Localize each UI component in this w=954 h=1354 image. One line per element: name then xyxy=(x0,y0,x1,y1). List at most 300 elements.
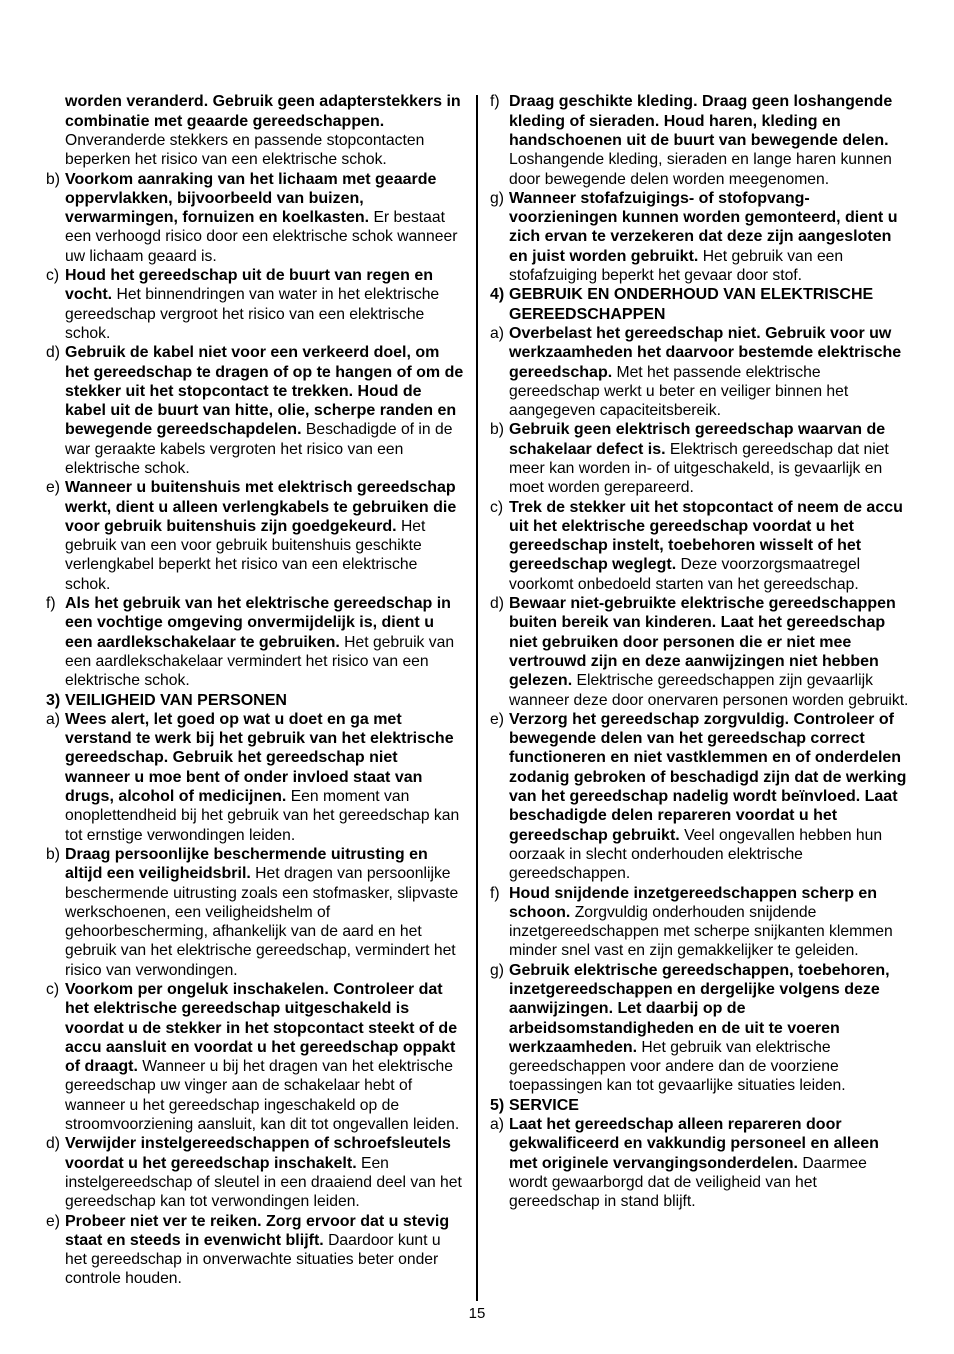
section-number: 4) xyxy=(490,286,505,304)
body-text: een verhoogd risico door een elektrische schok wanneer xyxy=(65,228,458,246)
body-text: het gereedschap in onverwachte situaties beter onder xyxy=(65,1251,439,1269)
body-text: Met het passende elektrische xyxy=(612,363,821,381)
body-text: gereedschap werkt u beter en veiliger binnen het xyxy=(509,382,849,400)
text-line xyxy=(490,92,940,111)
item-label: f) xyxy=(490,884,500,902)
item-label: e) xyxy=(46,1212,60,1230)
text-line xyxy=(46,440,471,459)
bold-text: inzetgereedschappen en dergelijke volgens deze xyxy=(509,981,880,998)
list-item xyxy=(46,266,471,343)
text-line xyxy=(490,980,940,999)
body-text: gehoorbescherming, afhankelijk van de aard en het xyxy=(65,923,422,941)
item-label: a) xyxy=(46,710,60,728)
bold-text: staat en steeds in evenwicht blijft. xyxy=(65,1231,324,1249)
bold-text: zich ervan te verzekeren dat deze zijn aangesloten xyxy=(509,228,892,246)
list-item xyxy=(490,1115,940,1211)
text-line xyxy=(46,1173,471,1192)
bold-text: Verwijder instelgereedschappen of schroefsleutels xyxy=(65,1135,451,1153)
item-label: c) xyxy=(46,981,60,998)
bold-text: combinatie met geaarde gereedschappen. xyxy=(65,112,385,130)
bold-text: vocht. xyxy=(65,286,113,304)
list-item xyxy=(46,845,471,980)
bold-text: het elektrische gereedschap uitgeschakeld is xyxy=(65,1000,410,1018)
bold-text: gereedschap gebruikt. xyxy=(509,826,680,844)
body-text: elektrische schok. xyxy=(65,672,190,690)
column-divider xyxy=(476,95,478,1301)
bold-text: voordat u de stekker in het stopcontact steekt of de xyxy=(65,1019,458,1037)
text-line xyxy=(46,459,471,478)
text-line xyxy=(490,131,940,150)
bold-text: Voorkom aanraking van het lichaam met geaarde xyxy=(65,170,437,188)
item-label: d) xyxy=(46,344,60,362)
body-text: gereedschap vergroot het risico van een elektrische xyxy=(65,305,425,323)
section-heading xyxy=(490,285,940,324)
text-line xyxy=(46,999,471,1018)
text-line xyxy=(490,285,940,304)
bold-text: Als het gebruik van het elektrische gereedschap in xyxy=(65,595,451,613)
body-text: Elektrische gereedschappen zijn gevaarlijk xyxy=(572,672,873,690)
bold-text: stekker uit het stopcontact te trekken. Houd de xyxy=(65,382,422,400)
body-text: onoplettendheid bij het gebruik van het gereedschap kan xyxy=(65,807,460,825)
text-line xyxy=(490,170,940,189)
text-line xyxy=(46,1115,471,1134)
text-line xyxy=(46,1057,471,1076)
bold-text: Gebruik de kabel niet voor een verkeerd doel, om xyxy=(65,344,440,362)
body-text: minder snel vast en zijn gemakkelijker te geleiden. xyxy=(509,942,859,960)
body-text: beschermende uitrusting zoals een stofmasker, slipvaste xyxy=(65,884,459,902)
text-line xyxy=(490,941,940,960)
section-heading xyxy=(46,691,471,710)
page-number: 15 xyxy=(468,1305,486,1322)
bold-text: Houd het gereedschap uit de buurt van regen en xyxy=(65,267,434,285)
text-line xyxy=(490,1192,940,1211)
item-label: g) xyxy=(490,189,504,207)
body-text: Loshangende kleding, sieraden en lange haren kunnen xyxy=(509,151,892,169)
bold-text: niet gebruiken door personen die er niet mee xyxy=(509,633,852,651)
text-line xyxy=(46,131,471,150)
text-line xyxy=(46,498,471,517)
body-text: Een xyxy=(356,1154,389,1172)
list-item xyxy=(46,710,471,845)
list-item xyxy=(490,92,940,188)
bold-text: Draag geschikte kleding. Draag geen loshangende xyxy=(509,93,893,111)
bold-text: Gebruik geen elektrisch gereedschap waarvan de xyxy=(509,421,886,439)
bold-text: werkt, dient u alleen verlengkabels te gebruiken die xyxy=(65,498,457,516)
text-line xyxy=(46,961,471,980)
text-line xyxy=(46,420,471,439)
body-text: verlengkabel beperkt het risico van een elektrische xyxy=(65,556,418,574)
bold-text: Bewaar niet-gebruikte elektrische gereedschappen xyxy=(509,595,896,613)
text-line xyxy=(490,266,940,285)
text-line xyxy=(490,343,940,362)
bold-text: voorzieningen kunnen worden gemonteerd, dient u xyxy=(509,209,898,227)
body-text: tot ernstige verwondingen leiden. xyxy=(65,826,296,844)
text-line xyxy=(490,884,940,903)
bold-text: een aardlekschakelaar te gebruiken. xyxy=(65,633,340,651)
bold-text: Wees alert, let goed op wat u doet en ga met xyxy=(65,710,402,728)
item-label: b) xyxy=(490,421,504,439)
text-line xyxy=(490,401,940,420)
bold-text: gelezen. xyxy=(509,672,573,690)
bold-text: Verzorg het gereedschap zorgvuldig. Controleer of xyxy=(509,710,894,728)
text-line xyxy=(490,633,940,652)
text-line xyxy=(490,382,940,401)
text-line xyxy=(46,613,471,632)
text-line xyxy=(490,1154,940,1173)
list-item xyxy=(46,92,471,169)
list-item xyxy=(490,594,940,710)
text-line xyxy=(46,170,471,189)
item-label: c) xyxy=(46,267,60,285)
list-item xyxy=(46,594,471,690)
body-text: gereedschappen. xyxy=(509,865,631,883)
text-line xyxy=(46,1192,471,1211)
section-number: 3) xyxy=(46,691,61,709)
body-text: risico van verwondingen. xyxy=(65,961,238,979)
text-line xyxy=(490,864,940,883)
bold-text: uit het elektrische gereedschap voordat u het xyxy=(509,517,854,535)
list-item xyxy=(46,1212,471,1289)
text-line xyxy=(46,691,471,710)
bold-text: Trek de stekker uit het stopcontact of neem de accu xyxy=(509,498,903,516)
bold-text: Houd snijdende inzetgereedschappen scherp en xyxy=(509,884,878,902)
text-line xyxy=(46,748,471,767)
bold-text: gereedschap weglegt. xyxy=(509,556,677,574)
bold-text: werkzaamheden het daarvoor bestemde elektrische xyxy=(509,344,902,362)
list-item xyxy=(490,498,940,594)
list-item xyxy=(490,420,940,497)
body-text: gereedschappen voor andere dan de voorziene xyxy=(509,1058,839,1076)
text-line xyxy=(490,575,940,594)
text-line xyxy=(46,826,471,845)
list-item xyxy=(490,884,940,961)
item-label: c) xyxy=(490,498,504,516)
list-item xyxy=(490,324,940,420)
text-line xyxy=(46,536,471,555)
bold-text: functioneren en niet vastklemmen en of onderdelen xyxy=(509,749,902,767)
body-text: stroomvoorziening aansluit, kan dit tot ongevallen leiden. xyxy=(65,1116,460,1134)
text-line xyxy=(46,247,471,266)
body-text: gereedschap uw vinger aan de schakelaar hebt of xyxy=(65,1077,413,1095)
text-line xyxy=(46,575,471,594)
text-line xyxy=(46,1154,471,1173)
text-line xyxy=(490,671,940,690)
item-label: d) xyxy=(46,1135,60,1153)
item-label: b) xyxy=(46,845,60,863)
body-text: meer kan worden in- of uitgeschakeld, is gevaarlijk en xyxy=(509,459,883,477)
bold-text: werkzaamheden. xyxy=(509,1038,638,1056)
text-line xyxy=(490,710,940,729)
text-line xyxy=(490,440,940,459)
list-item xyxy=(46,1134,471,1211)
bold-text: van het gereedschap nadelig wordt beïnvloed. Laat xyxy=(509,788,898,806)
text-line xyxy=(490,363,940,382)
bold-text: een vochtige omgeving onvermijdelijk is, dient u xyxy=(65,614,434,632)
text-line xyxy=(46,903,471,922)
text-line xyxy=(490,150,940,169)
section-heading xyxy=(490,1096,940,1115)
text-line xyxy=(46,1134,471,1153)
bold-text: voordat u het gereedschap inschakelt. xyxy=(65,1154,357,1172)
text-line xyxy=(490,1134,940,1153)
text-line xyxy=(46,768,471,787)
text-line xyxy=(46,922,471,941)
item-label: f) xyxy=(490,93,500,111)
text-line xyxy=(46,208,471,227)
text-line xyxy=(46,382,471,401)
bold-text: bewegende delen van het gereedschap correct xyxy=(509,730,865,748)
text-line xyxy=(46,189,471,208)
text-line xyxy=(490,1019,940,1038)
bold-text: schakelaar defect is. xyxy=(509,440,666,458)
body-text: elektrische schok. xyxy=(65,459,190,477)
text-line xyxy=(46,980,471,999)
text-line xyxy=(46,1038,471,1057)
item-label: a) xyxy=(490,1116,504,1134)
bold-text: vertrouwd zijn en deze aanwijzingen niet hebben xyxy=(509,652,879,670)
body-text: Veel ongevallen hebben hun xyxy=(679,826,883,844)
text-line xyxy=(46,363,471,382)
bold-text: worden veranderd. Gebruik geen adapterstekkers in xyxy=(65,93,461,111)
body-text: Zorgvuldig onderhouden snijdende xyxy=(570,903,817,921)
bold-text: aanwijzingen. Let daarbij op de xyxy=(509,1000,746,1018)
text-line xyxy=(490,459,940,478)
text-line xyxy=(46,884,471,903)
bold-text: SERVICE xyxy=(509,1096,579,1114)
bold-text: schoon. xyxy=(509,903,571,921)
body-text: gebruik van een voor gebruik buitenshuis geschikte xyxy=(65,537,422,555)
text-line xyxy=(490,845,940,864)
text-line xyxy=(46,112,471,131)
text-line xyxy=(46,227,471,246)
bold-text: Laat het gereedschap alleen repareren door xyxy=(509,1116,842,1134)
bold-text: gereedschap. Gebruik het gereedschap niet xyxy=(65,749,398,767)
text-line xyxy=(46,478,471,497)
body-text: controle houden. xyxy=(65,1270,182,1288)
list-item xyxy=(46,478,471,594)
text-line xyxy=(46,305,471,324)
left-column xyxy=(46,92,471,1288)
text-line xyxy=(490,1076,940,1095)
text-line xyxy=(46,941,471,960)
body-text: stofafzuiging beperkt het gevaar door stof. xyxy=(509,267,803,285)
body-text: Beschadigde of in de xyxy=(301,421,453,439)
body-text: Een moment van xyxy=(286,788,410,806)
bold-text: gereedschap. xyxy=(509,363,613,381)
list-item xyxy=(490,961,940,1096)
text-line xyxy=(490,594,940,613)
item-label: b) xyxy=(46,170,60,188)
bold-text: GEBRUIK EN ONDERHOUD VAN ELEKTRISCHE xyxy=(509,286,874,304)
body-text: Het dragen van persoonlijke xyxy=(250,865,451,883)
body-text: gebruik van het elektrische gereedschap, vermindert het xyxy=(65,942,456,960)
body-text: een aardlekschakelaar vermindert het risico van een xyxy=(65,652,429,670)
text-line xyxy=(490,112,940,131)
body-text: Het xyxy=(396,517,426,535)
text-line xyxy=(490,420,940,439)
body-text: uw lichaam geaard is. xyxy=(65,247,217,265)
text-line xyxy=(46,401,471,420)
list-item xyxy=(490,710,940,884)
bold-text: arbeidsomstandigheden en de uit te voeren xyxy=(509,1019,840,1037)
body-text: Elektrisch gereedschap dat niet xyxy=(665,440,889,458)
body-text: gereedschap in stand blijft. xyxy=(509,1193,696,1211)
text-line xyxy=(490,961,940,980)
text-line xyxy=(490,652,940,671)
body-text: beperken het risico van een elektrische schok. xyxy=(65,151,387,169)
body-text: aangegeven capaciteitsbereik. xyxy=(509,402,721,420)
text-line xyxy=(490,555,940,574)
bold-text: kleding of sieraden. Houd haren, kleding en xyxy=(509,112,841,130)
text-line xyxy=(490,903,940,922)
bold-text: gekwalificeerd en vakkundig personeel en alleen xyxy=(509,1135,879,1153)
body-text: Het gebruik van een xyxy=(698,247,844,265)
bold-text: drugs, alcohol of medicijnen. xyxy=(65,788,287,806)
text-line xyxy=(490,208,940,227)
text-line xyxy=(490,1038,940,1057)
text-line xyxy=(46,1019,471,1038)
body-text: toepassingen kan tot gevaarlijke situaties leiden. xyxy=(509,1077,846,1095)
text-line xyxy=(490,787,940,806)
item-label: e) xyxy=(490,710,504,728)
text-line xyxy=(490,189,940,208)
bold-text: en juist worden gebruikt. xyxy=(509,247,699,265)
body-text: Het gebruik van elektrische xyxy=(637,1038,831,1056)
bold-text: wanneer u moe bent of onder invloed staat van xyxy=(65,768,423,786)
bold-text: Gebruik elektrische gereedschappen, toebehoren, xyxy=(509,961,890,979)
bold-text: accu aansluit en voordat u het gereedschap oppakt xyxy=(65,1038,456,1056)
text-line xyxy=(46,787,471,806)
body-text: Daardoor kunt u xyxy=(323,1231,441,1249)
text-line xyxy=(46,343,471,362)
body-text: Deze voorzorgsmaatregel xyxy=(676,556,861,574)
bold-text: Probeer niet ver te reiken. Zorg ervoor dat u stevig xyxy=(65,1212,450,1230)
body-text: war geraakte kabels vergroten het risico van een xyxy=(65,440,404,458)
text-line xyxy=(46,633,471,652)
body-text: schok. xyxy=(65,575,111,593)
item-label: d) xyxy=(490,595,504,613)
text-line xyxy=(46,517,471,536)
text-line xyxy=(46,1269,471,1288)
text-line xyxy=(490,247,940,266)
body-text: gereedschap kan tot verwondingen leiden. xyxy=(65,1193,360,1211)
text-line xyxy=(490,613,940,632)
body-text: Daarmee xyxy=(797,1154,867,1172)
body-text: door bewegende delen worden meegenomen. xyxy=(509,170,830,188)
bold-text: Wanneer stofafzuigings- of stofopvang- xyxy=(509,189,810,207)
body-text: instelgereedschap of sleutel in een draaiend deel van het xyxy=(65,1173,462,1191)
body-text: Het binnendringen van water in het elektrische xyxy=(112,286,440,304)
text-line xyxy=(490,536,940,555)
item-label: f) xyxy=(46,595,56,613)
list-item xyxy=(490,189,940,285)
text-line xyxy=(490,768,940,787)
text-line xyxy=(46,92,471,111)
text-line xyxy=(46,555,471,574)
item-label: g) xyxy=(490,961,504,979)
text-line xyxy=(46,324,471,343)
text-line xyxy=(46,285,471,304)
text-line xyxy=(490,806,940,825)
body-text: Onveranderde stekkers en passende stopcontacten xyxy=(65,131,425,149)
text-line xyxy=(46,594,471,613)
body-text: schok. xyxy=(65,324,111,342)
text-line xyxy=(490,305,940,324)
text-line xyxy=(46,845,471,864)
bold-text: zodanig gebroken of beschadigd zijn dat de werking xyxy=(509,768,907,786)
body-text: wordt gewaarborgd dat de veiligheid van het xyxy=(509,1173,817,1191)
text-line xyxy=(490,1115,940,1134)
text-line xyxy=(46,1231,471,1250)
bold-text: gereedschap instelt, toebehoren wisselt of het xyxy=(509,537,862,555)
body-text: voorkomt onbedoeld starten van het gereedschap. xyxy=(509,575,859,593)
text-line xyxy=(490,922,940,941)
text-line xyxy=(46,1250,471,1269)
list-item xyxy=(46,343,471,478)
text-line xyxy=(46,671,471,690)
bold-text: voor gebruik buitenshuis zijn goedgekeurd. xyxy=(65,517,397,535)
text-line xyxy=(490,227,940,246)
text-line xyxy=(490,478,940,497)
right-column xyxy=(490,92,940,1211)
text-line xyxy=(46,864,471,883)
bold-text: Draag persoonlijke beschermende uitrusting en xyxy=(65,845,428,863)
text-line xyxy=(490,1057,940,1076)
bold-text: VEILIGHEID VAN PERSONEN xyxy=(65,691,287,709)
body-text: moet worden gerepareerd. xyxy=(509,479,694,497)
body-text: werkschoenen, een veiligheidshelm of xyxy=(65,903,331,921)
body-text: oorzaak in slecht onderhouden elektrische xyxy=(509,845,803,863)
text-line xyxy=(46,1096,471,1115)
body-text: Wanneer u bij het dragen van het elektrische xyxy=(137,1058,453,1076)
body-text: Het gebruik van xyxy=(339,633,455,651)
text-line xyxy=(46,710,471,729)
bold-text: altijd een veiligheidsbril. xyxy=(65,865,251,883)
bold-text: Voorkom per ongeluk inschakelen. Controleer dat xyxy=(65,981,443,998)
text-line xyxy=(46,1076,471,1095)
text-line xyxy=(46,729,471,748)
text-line xyxy=(490,729,940,748)
text-line xyxy=(46,652,471,671)
text-line xyxy=(490,517,940,536)
text-line xyxy=(46,266,471,285)
bold-text: het gereedschap te dragen of op te hangen of om de xyxy=(65,363,464,381)
bold-text: bewegende gereedschapdelen. xyxy=(65,421,302,439)
text-line xyxy=(490,498,940,517)
bold-text: of draagt. xyxy=(65,1058,138,1076)
text-line xyxy=(490,826,940,845)
bold-text: handschoenen uit de buurt van bewegende delen. xyxy=(509,131,889,149)
bold-text: kabel uit de buurt van hitte, olie, scherpe randen en xyxy=(65,402,457,420)
list-item xyxy=(46,980,471,1134)
text-line xyxy=(490,691,940,710)
text-line xyxy=(46,1212,471,1231)
text-line xyxy=(46,806,471,825)
text-line xyxy=(490,1096,940,1115)
bold-text: GEREEDSCHAPPEN xyxy=(509,305,666,323)
item-label: e) xyxy=(46,479,60,497)
section-number: 5) xyxy=(490,1096,505,1114)
bold-text: Overbelast het gereedschap niet. Gebruik voor uw xyxy=(509,324,892,342)
bold-text: verwarmingen, fornuizen en koelkasten. xyxy=(65,209,370,227)
text-line xyxy=(490,324,940,343)
bold-text: oppervlakken, bijvoorbeeld van buizen, xyxy=(65,189,364,207)
body-text: Er bestaat xyxy=(369,209,445,227)
text-line xyxy=(490,748,940,767)
bold-text: Wanneer u buitenshuis met elektrisch gereedschap xyxy=(65,479,456,497)
body-text: wanneer u het gereedschap ingeschakeld op de xyxy=(65,1096,400,1114)
body-text: wanneer deze door onervaren personen worden gebruikt. xyxy=(509,691,909,709)
